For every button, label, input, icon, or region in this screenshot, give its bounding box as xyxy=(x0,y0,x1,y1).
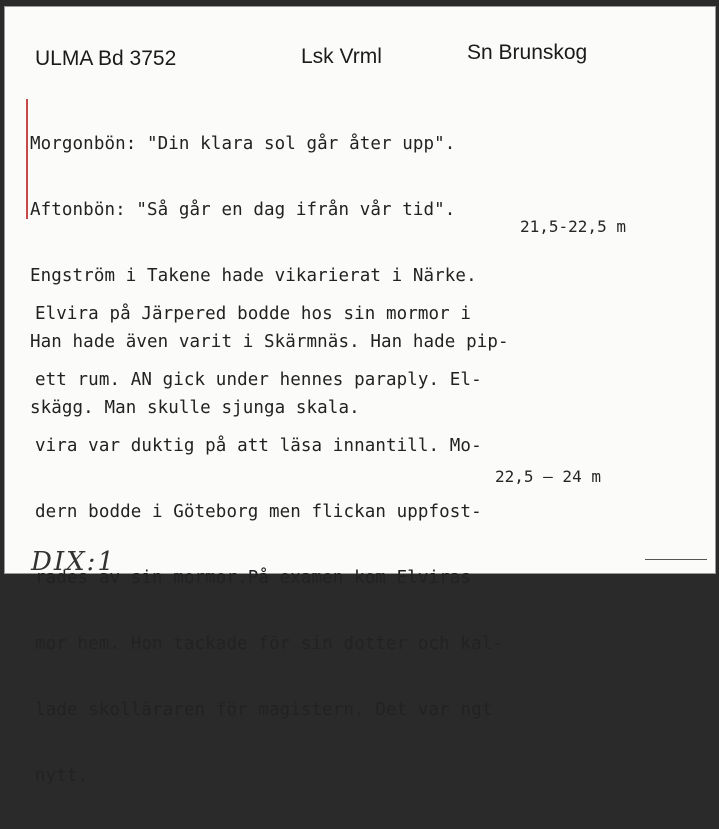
text-line: vira var duktig på att läsa innantill. Mo- xyxy=(35,436,482,456)
handwritten-mark: DIX:1 xyxy=(31,547,116,577)
pencil-line xyxy=(645,559,707,560)
text-line: Aftonbön: "Så går en dag ifrån vår tid". xyxy=(30,200,456,220)
text-line: Morgonbön: "Din klara sol går åter upp". xyxy=(30,134,456,154)
archive-reference: ULMA Bd 3752 xyxy=(35,47,177,70)
text-line: mor hem. Hon tackade för sin dotter och kal- xyxy=(35,634,503,654)
text-line: skägg. Man skulle sjunga skala. xyxy=(30,398,360,418)
socken-label: Sn Brunskog xyxy=(467,41,588,64)
entry-text-2 xyxy=(35,261,503,829)
margin-line xyxy=(26,99,28,219)
text-line: dern bodde i Göteborg men flickan uppfost- xyxy=(35,502,482,522)
index-card xyxy=(4,6,716,786)
text-line: rades av sin mormor.På examen kom Elviras xyxy=(35,568,472,588)
text-line: ett rum. AN gick under hennes paraply. El- xyxy=(35,370,482,390)
text-line: Elvira på Järpered bodde hos sin mormor i xyxy=(35,304,472,324)
tape-position-1: 21,5-22,5 m xyxy=(520,217,626,236)
tape-position-2: 22,5 – 24 m xyxy=(495,467,601,486)
text-line: lade skolläraren för magistern. Det var ngt xyxy=(35,700,493,720)
text-line: Han hade även varit i Skärmnäs. Han hade pip- xyxy=(30,332,509,352)
text-line: nytt. xyxy=(35,766,89,786)
landskap-label: Lsk Vrml xyxy=(301,45,382,68)
text-line: Engström i Takene hade vikarierat i Närke. xyxy=(30,266,477,286)
